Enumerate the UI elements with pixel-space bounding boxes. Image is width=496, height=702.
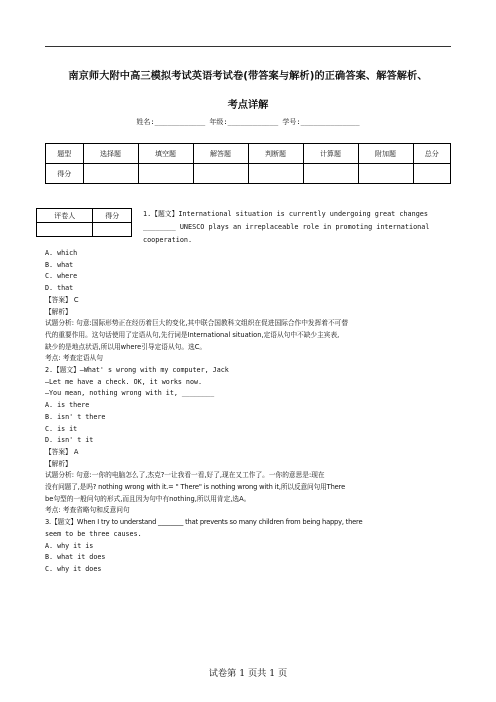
q1-analysis-line: 缺少的是地点状语,所以用where引导定语从句。选C。 [45, 342, 207, 351]
q3-stem-line: seem to be three causes. [45, 529, 142, 538]
q2-knowledge-point: 考点: 考查省略句和反意问句 [45, 506, 130, 515]
q3-option-a[interactable]: A. why it is [45, 541, 94, 550]
score-header-cell: 附加题 [358, 144, 413, 164]
q2-analysis-line: be句型的一般问句的形式,而且因为句中有nothing,所以用肯定,选A。 [45, 494, 251, 503]
q2-stem-line: 2.【题文】—What' s wrong with my computer, Jack [45, 366, 229, 375]
q1-option-d[interactable]: D. that [45, 284, 74, 293]
q3-option-c[interactable]: C. why it does [45, 564, 102, 573]
q1-analysis-line: 试题分析: 句意:国际形势正在经历着巨大的变化,其中联合国教科文组织在促进国际合作中发挥着不可替 [45, 319, 349, 328]
score-row-label: 得分 [46, 164, 84, 184]
q3-stem-line: 3.【题文】When I try to understand ________ that prevents so many children from being happy, there [45, 518, 363, 527]
grader-input-cell[interactable] [37, 223, 93, 237]
q1-knowledge-point: 考点: 考查定语从句 [45, 354, 103, 363]
q3-option-b[interactable]: B. what it does [45, 553, 106, 562]
score-header-cell: 判断题 [248, 144, 303, 164]
q2-analysis-line: 试题分析: 句意:一你的电脑怎么了,杰克?一让我看一看,好了,现在又工作了。一你的意思是:现在 [45, 471, 325, 480]
q1-option-a[interactable]: A. which [45, 249, 78, 257]
page-title: 南京师大附中高三模拟考试英语考试卷(带答案与解析)的正确答案、解答解析、 [68, 71, 428, 82]
q1-option-c[interactable]: C. where [45, 272, 78, 281]
student-info-line: 姓名:____________ 年级:____________ 学号:______________ [136, 118, 360, 126]
score-input-cell[interactable] [248, 164, 303, 184]
score-table [45, 143, 451, 184]
q1-option-b[interactable]: B. what [45, 260, 74, 269]
score-input-cell[interactable] [303, 164, 358, 184]
q1-stem-line: 1.【题文】International situation is currently undergoing great changes [143, 210, 428, 218]
q1-answer: 【答案】 C [45, 295, 79, 304]
page-title-continued: 考点详解 [227, 100, 269, 111]
q2-option-d[interactable]: D. isn' t it [45, 436, 94, 445]
score-header-cell: 计算题 [303, 144, 358, 164]
score-header-cell: 填空题 [138, 144, 193, 164]
grader-score-cell[interactable] [93, 223, 132, 237]
q1-stem-line: cooperation. [143, 236, 193, 244]
question-1-stem [143, 208, 455, 247]
page-footer: 试卷第 1 页共 1 页 [208, 668, 288, 679]
score-input-cell[interactable] [413, 164, 451, 184]
score-header-cell: 选择题 [83, 144, 138, 164]
score-header-cell: 题型 [46, 144, 84, 164]
q2-answer: 【答案】 A [45, 447, 79, 456]
score-header-cell: 解答题 [193, 144, 248, 164]
score-table-score-row [46, 164, 451, 184]
q2-option-b[interactable]: B. isn' t there [45, 412, 106, 421]
grader-label: 评卷人 [37, 209, 93, 223]
q1-analysis-tag: 【解析】 [45, 307, 72, 316]
q1-analysis-line: 代的重要作用。这句话使用了定语从句,先行词是International situation,定语从句中不缺少主宾表, [45, 330, 340, 339]
score-input-cell[interactable] [358, 164, 413, 184]
grader-score-label: 得分 [93, 209, 132, 223]
q2-analysis-line: 没有问题了,是吗? nothing wrong with it.= " There" is nothing wrong with it,所以反意问句用There [45, 483, 346, 492]
score-header-cell: 总分 [413, 144, 451, 164]
question-body [45, 248, 457, 576]
q2-stem-line: —Let me have a check. OK, it works now. [45, 377, 203, 386]
score-input-cell[interactable] [83, 164, 138, 184]
q2-option-c[interactable]: C. is it [45, 424, 78, 433]
score-input-cell[interactable] [193, 164, 248, 184]
grader-table [36, 208, 132, 237]
q1-stem-line: ________ UNESCO plays an irreplaceable role in promoting international [143, 223, 430, 231]
header-rule [45, 46, 451, 47]
q2-option-a[interactable]: A. is there [45, 401, 90, 410]
q2-analysis-tag: 【解析】 [45, 459, 72, 468]
score-input-cell[interactable] [138, 164, 193, 184]
q2-stem-line: —You mean, nothing wrong with it, ________ [45, 389, 215, 398]
score-table-header-row [46, 144, 451, 164]
